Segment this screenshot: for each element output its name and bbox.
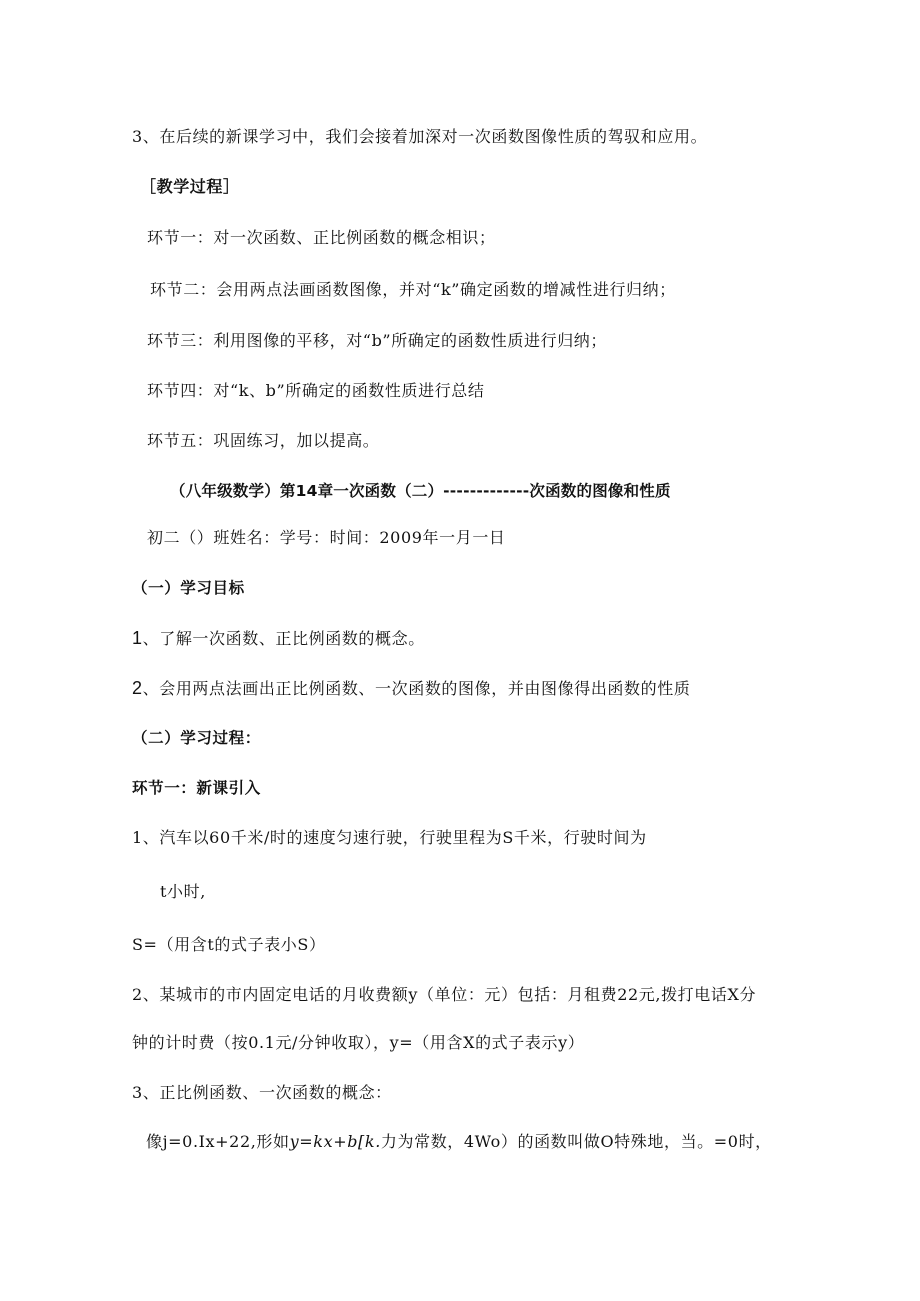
q3-definition-text: 力为常数，4Wo）的函数叫做O特殊地，当。=0时，	[380, 1132, 772, 1151]
q3-example-text: 像j=0.Ix+22,形如	[146, 1132, 290, 1151]
lesson-step-1-heading: 环节一：新课引入	[132, 779, 261, 797]
goal-1-number: 1	[132, 628, 143, 648]
question-3-line-1: 3、正比例函数、一次函数的概念：	[132, 1083, 392, 1102]
learning-goal-2	[132, 677, 690, 700]
goal-1-text: 、了解一次函数、正比例函数的概念。	[142, 629, 425, 648]
learning-goal-1	[132, 627, 425, 650]
section-2-heading: （二）学习过程：	[132, 729, 261, 747]
section-1-heading: （一）学习目标	[132, 579, 245, 597]
teaching-step-5: 环节五：巩固练习，加以提高。	[147, 431, 380, 450]
goal-2-text: 、会用两点法画出正比例函数、一次函数的图像，并由图像得出函数的性质	[142, 679, 691, 698]
question-1-line-2: t小时,	[160, 882, 206, 901]
question-3-line-2	[146, 1131, 772, 1153]
teaching-step-2: 环节二：会用两点法画函数图像，并对“k”确定函数的增减性进行归纳；	[150, 280, 676, 299]
teaching-process-heading: ［教学过程］	[140, 177, 240, 196]
worksheet-title: （八年级数学）第14章一次函数（二）-------------次函数的图像和性质	[170, 482, 671, 500]
teaching-step-3: 环节三：利用图像的平移，对“b”所确定的函数性质进行归纳；	[147, 331, 608, 350]
teaching-step-1: 环节一：对一次函数、正比例函数的概念相识；	[147, 228, 496, 247]
goal-2-number: 2	[132, 678, 143, 698]
question-1-line-1: 1、汽车以60千米/时的速度匀速行驶，行驶里程为S千米，行驶时间为	[132, 828, 647, 847]
question-1-line-3: S=（用含t的式子表小S）	[132, 935, 326, 954]
question-2-line-2: 钟的计时费（按0.1元/分钟收取），y=（用含X的式子表示y）	[132, 1033, 585, 1052]
class-info-line: 初二（）班姓名：学号：时间：2009年一月一日	[147, 528, 506, 547]
teaching-step-4: 环节四：对“k、b”所确定的函数性质进行总结	[147, 381, 485, 400]
q3-formula: y=kx+b[k.	[289, 1132, 381, 1151]
intro-paragraph-3: 3、在后续的新课学习中，我们会接着加深对一次函数图像性质的驾驭和应用。	[132, 127, 708, 146]
question-2-line-1: 2、某城市的市内固定电话的月收费额y（单位：元）包括：月租费22元,拨打电话X分	[132, 985, 757, 1004]
